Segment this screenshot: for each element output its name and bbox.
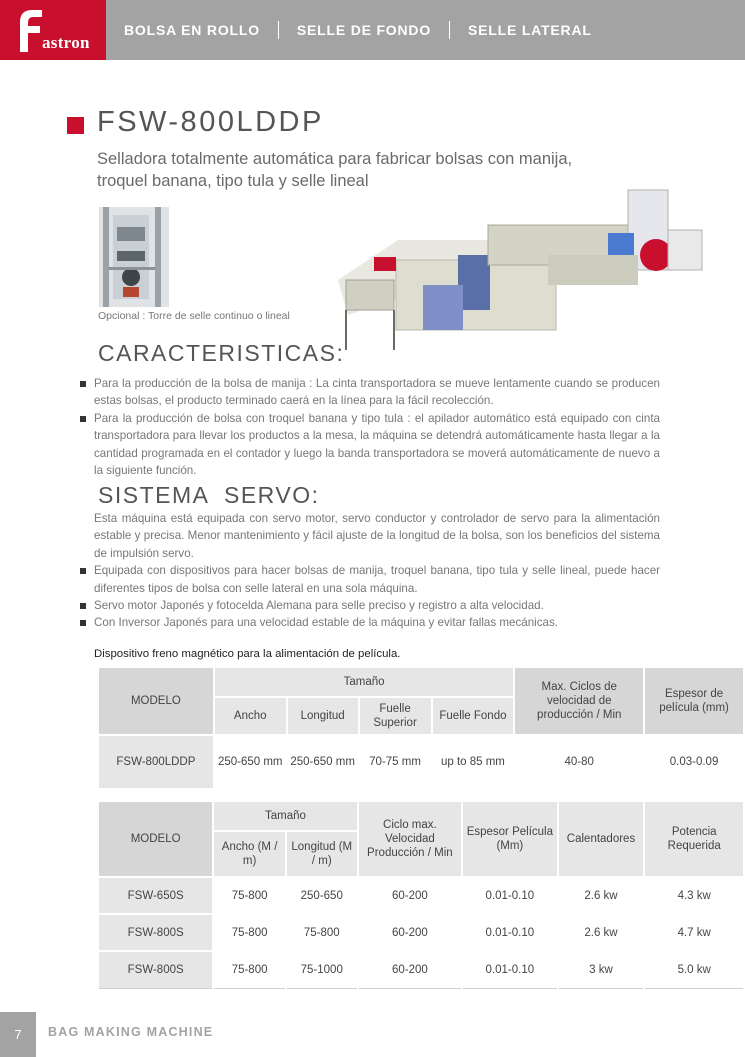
nav-selle-lateral[interactable]: SELLE LATERAL [468, 22, 592, 38]
table1-caption: Dispositivo freno magnético para la alimentación de película. [94, 648, 401, 660]
product-title: FSW-800LDDP [97, 106, 324, 138]
logo-text: astron [42, 33, 90, 52]
table-row [98, 877, 744, 914]
cell-longitud: 75-800 [286, 914, 358, 951]
header-potencia: Potencia Requerida [644, 801, 744, 877]
header-ciclo: Ciclo max. Velocidad Producción / Min [358, 801, 463, 877]
cell-calentadores: 3 kw [558, 951, 645, 988]
spec-table-2 [97, 800, 745, 989]
servo-title: SISTEMA SERVO: [98, 482, 320, 508]
header-espesor: Espesor de película (mm) [644, 667, 744, 735]
header-ciclos: Max. Ciclos de velocidad de producción / Min [514, 667, 644, 735]
cell-potencia: 4.7 kw [644, 914, 744, 951]
cell-model: FSW-800S [98, 914, 213, 951]
cell-model: FSW-650S [98, 877, 213, 914]
table-row [98, 951, 744, 988]
list-item: Servo motor Japonés y fotocelda Alemana para selle preciso y registro a alta velocidad. [80, 597, 660, 614]
product-subtitle: Selladora totalmente automática para fabricar bolsas con manija, troquel banana, tipo tula y selle lineal [97, 150, 573, 190]
header-modelo: MODELO [98, 801, 213, 877]
table-row [98, 914, 744, 951]
page-number: 7 [14, 1027, 22, 1042]
cell-espesor: 0.01-0.10 [462, 877, 557, 914]
footer-text: BAG MAKING MACHINE [48, 1025, 214, 1039]
cell-calentadores: 2.6 kw [558, 877, 645, 914]
page-header [0, 0, 745, 60]
fastron-logo[interactable] [0, 0, 106, 60]
cell-ciclo: 60-200 [358, 877, 463, 914]
header-ancho: Ancho [214, 697, 287, 735]
cell-ciclos: 40-80 [514, 735, 644, 789]
cell-ciclo: 60-200 [358, 951, 463, 988]
cell-fuelle-superior: 70-75 mm [359, 735, 432, 789]
caracteristicas-title: CARACTERISTICAS: [98, 340, 345, 366]
cell-ancho: 75-800 [213, 914, 286, 951]
cell-fuelle-fondo: up to 85 mm [432, 735, 515, 789]
servo-intro: Esta máquina está equipada con servo motor, servo conductor y controlador de servo para la alimentación estable y precisa. Menor mantenimiento y fácil ajuste de la longitud de la bolsa, son los beneficios del sistema de impulsión servo. [94, 512, 660, 560]
tower-caption: Opcional : Torre de selle continuo o lineal [98, 310, 290, 322]
header-longitud: Longitud [287, 697, 359, 735]
cell-ancho: 250-650 mm [214, 735, 287, 789]
list-item: Equipada con dispositivos para hacer bolsas de manija, troquel banana, tipo tula y selle lineal, puede hacer diferentes tipos de bolsa con selle lateral en una sola máquina. [80, 562, 660, 597]
cell-potencia: 4.3 kw [644, 877, 744, 914]
cell-ancho: 75-800 [213, 877, 286, 914]
header-espesor: Espesor Película (Mm) [462, 801, 557, 877]
header-tamano: Tamaño [214, 667, 515, 697]
header-calentadores: Calentadores [558, 801, 645, 877]
nav-bolsa-en-rollo[interactable]: BOLSA EN ROLLO [124, 22, 260, 38]
list-item: Para la producción de la bolsa de manija : La cinta transportadora se mueve lentamente cuando se producen estas bolsas, el producto terminado caerá en la línea para la fácil recolección. [80, 375, 660, 410]
cell-espesor: 0.01-0.10 [462, 914, 557, 951]
machine-photo [338, 185, 708, 360]
title-bullet-square [67, 117, 84, 134]
cell-espesor: 0.01-0.10 [462, 951, 557, 988]
list-item: Para la producción de bolsa con troquel banana y tipo tula : el apilador automático está equipado con cinta transportadora para llevar los productos a la mesa, la máquina se detendrá automáticamente hasta llegar a la cantidad programada en el contador y luego la banda transportadora se moverá automáticamente de nuevo a la siguiente función. [80, 410, 660, 480]
spec-table-1 [97, 666, 745, 790]
sealing-tower-photo [99, 207, 169, 307]
top-nav [106, 0, 610, 60]
caracteristicas-list [80, 375, 660, 479]
fastron-f-mark [14, 8, 44, 52]
cell-longitud: 250-650 mm [287, 735, 359, 789]
cell-potencia: 5.0 kw [644, 951, 744, 988]
header-fuelle-superior: Fuelle Superior [359, 697, 432, 735]
cell-ciclo: 60-200 [358, 914, 463, 951]
header-ancho: Ancho (M / m) [213, 831, 286, 877]
cell-longitud: 250-650 [286, 877, 358, 914]
header-tamano: Tamaño [213, 801, 357, 831]
header-fuelle-fondo: Fuelle Fondo [432, 697, 515, 735]
cell-model: FSW-800LDDP [98, 735, 214, 789]
cell-longitud: 75-1000 [286, 951, 358, 988]
cell-calentadores: 2.6 kw [558, 914, 645, 951]
servo-list [80, 510, 660, 632]
cell-ancho: 75-800 [213, 951, 286, 988]
cell-model: FSW-800S [98, 951, 213, 988]
nav-selle-de-fondo[interactable]: SELLE DE FONDO [296, 22, 432, 38]
header-modelo: MODELO [98, 667, 214, 735]
list-item: Con Inversor Japonés para una velocidad estable de la máquina y evitar fallas mecánicas. [80, 614, 660, 631]
header-longitud: Longitud (M / m) [286, 831, 358, 877]
cell-espesor: 0.03-0.09 [644, 735, 744, 789]
